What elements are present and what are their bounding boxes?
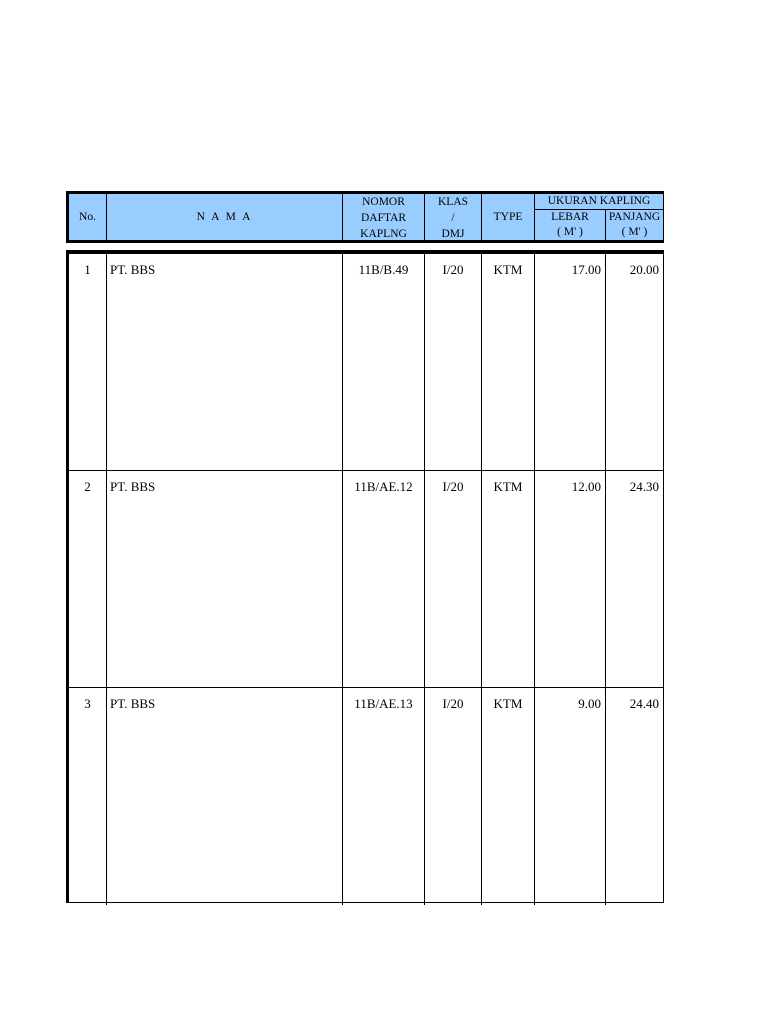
cell-type: KTM [482, 688, 535, 905]
cell-no: 1 [69, 254, 107, 470]
header-ukuran-label: UKURAN KAPLING [535, 194, 663, 210]
header-type [482, 194, 535, 240]
cell-type: KTM [482, 471, 535, 687]
header-type-label: TYPE [493, 211, 523, 223]
cell-panjang: 20.00 [629, 262, 659, 277]
cell-nomor: 11B/B.49 [343, 254, 425, 470]
cell-panjang: 24.40 [629, 696, 659, 711]
cell-lebar: 12.00 [535, 471, 606, 687]
cell-lebar: 17.00 [535, 254, 606, 470]
cell-klas: I/20 [425, 688, 482, 905]
header-nama-label: N A M A [196, 211, 253, 223]
cell-klas: I/20 [425, 254, 482, 470]
header-klas-line-2: / [451, 212, 455, 224]
cell-nama: PT. BBS [107, 471, 343, 687]
header-lebar-line-1: LEBAR [551, 211, 589, 223]
header-nomor [343, 194, 425, 240]
table-row [69, 254, 663, 471]
cell-nomor: 11B/AE.13 [343, 688, 425, 905]
header-no [69, 194, 107, 240]
header-nama [107, 194, 343, 240]
header-klas [425, 194, 482, 240]
cell-klas: I/20 [425, 471, 482, 687]
cell-type: KTM [482, 254, 535, 470]
table-row [69, 471, 663, 688]
header-nomor-line-1: NOMOR [362, 196, 405, 208]
header-panjang [606, 210, 663, 240]
table-row [69, 688, 663, 905]
cell-nama: PT. BBS [107, 254, 343, 470]
cell-lebar: 9.00 [535, 688, 606, 905]
header-no-label: No. [79, 211, 96, 223]
table-header [66, 191, 664, 243]
header-nomor-line-2: DAFTAR [360, 212, 407, 224]
cell-panjang: 24.30 [629, 479, 659, 494]
header-nomor-line-3: KAPLNG [360, 228, 407, 240]
header-klas-line-3: DMJ [441, 228, 465, 240]
table-body [66, 250, 664, 903]
header-panjang-line-1: PANJANG [608, 211, 661, 223]
cell-no: 2 [69, 471, 107, 687]
header-lebar-line-2: ( M' ) [557, 226, 583, 238]
cell-no: 3 [69, 688, 107, 905]
cell-nama: PT. BBS [107, 688, 343, 905]
cell-nomor: 11B/AE.12 [343, 471, 425, 687]
header-ukuran-kapling [535, 194, 663, 240]
header-lebar [535, 210, 606, 240]
header-panjang-line-2: ( M' ) [621, 226, 648, 238]
header-klas-line-1: KLAS [437, 196, 469, 208]
